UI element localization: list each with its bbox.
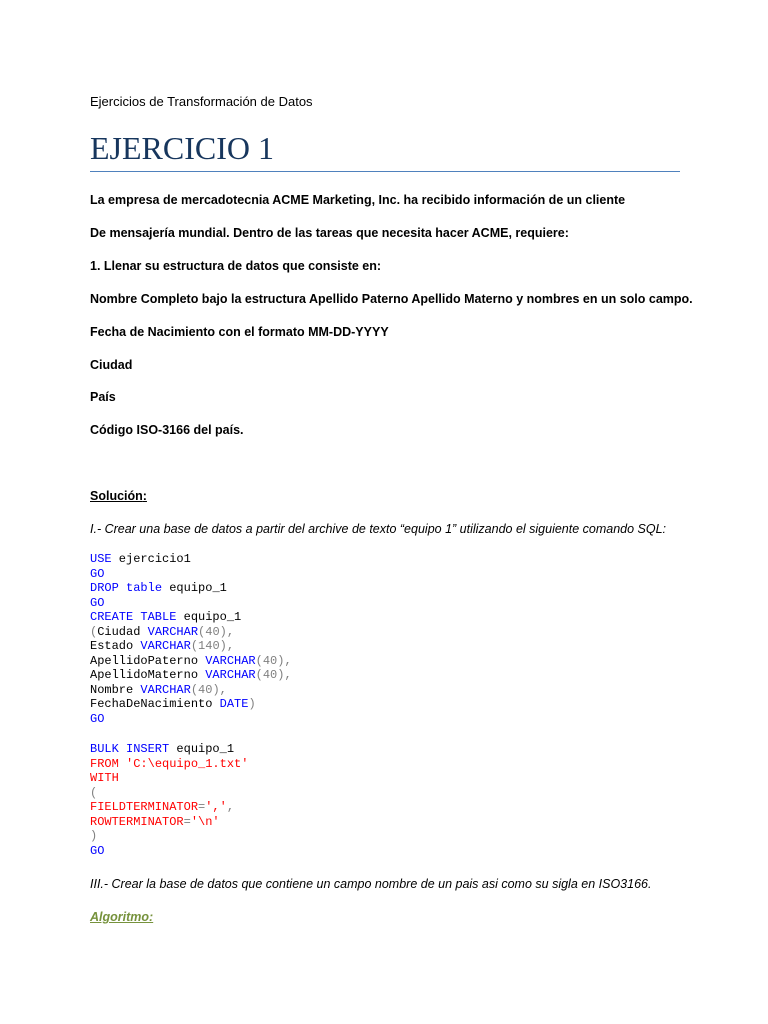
- solution-colon: :: [142, 489, 147, 503]
- code-field-eq: =: [198, 800, 206, 814]
- code-row-terminator: ROWTERMINATOR: [90, 814, 184, 829]
- paragraph-country: País: [90, 390, 116, 404]
- code-with: WITH: [90, 771, 119, 785]
- code-col1-name: Ciudad: [97, 624, 148, 639]
- paragraph-birth-date: Fecha de Nacimiento con el formato MM-DD-YYYY: [90, 325, 389, 339]
- code-comma: ,: [226, 800, 235, 814]
- paragraph-intro: La empresa de mercadotecnia ACME Marketing, Inc. ha recibido información de un cliente: [90, 193, 626, 207]
- paragraph-step-1: 1. Llenar su estructura de datos que consiste en:: [90, 259, 382, 273]
- paragraph-city: Ciudad: [90, 358, 133, 372]
- code-database-name: ejercicio1: [111, 552, 191, 566]
- code-file-path: 'C:\equipo_1.txt': [118, 756, 249, 771]
- code-col4-name: ApellidoMaterno: [90, 668, 206, 682]
- step-3-instruction: III.- Crear la base de datos que contiene un campo nombre de un pais asi como su sigla en ISO3166.: [90, 877, 652, 891]
- code-col3-type: VARCHAR: [205, 653, 256, 668]
- solution-heading: [90, 489, 147, 503]
- document-title: Ejercicios de Transformación de Datos: [90, 94, 313, 109]
- code-close-paren: ): [90, 829, 98, 843]
- code-col4-type: VARCHAR: [205, 668, 256, 682]
- code-close-paren: ): [248, 697, 256, 711]
- code-open-paren: (: [90, 624, 98, 639]
- code-col3-name: ApellidoPaterno: [90, 653, 206, 668]
- code-go: GO: [90, 711, 105, 726]
- code-use: USE: [90, 552, 112, 566]
- solution-label: Solución: [90, 489, 143, 503]
- code-bulk-insert: BULK INSERT: [90, 742, 170, 756]
- code-col2-type: VARCHAR: [140, 639, 191, 653]
- code-comma: ,: [284, 668, 292, 682]
- code-field-terminator: FIELDTERMINATOR: [90, 800, 199, 814]
- code-go: GO: [90, 595, 105, 610]
- code-go: GO: [90, 566, 105, 581]
- code-col5-len: (40): [190, 682, 220, 697]
- code-col4-len: (40): [255, 668, 285, 682]
- code-bulk-name: equipo_1: [169, 742, 235, 756]
- code-col5-name: Nombre: [90, 682, 141, 697]
- code-open-paren: (: [90, 785, 98, 800]
- code-col6-name: FechaDeNacimiento: [90, 697, 220, 711]
- code-comma: ,: [284, 653, 292, 668]
- paragraph-iso-code: Código ISO-3166 del país.: [90, 423, 244, 437]
- code-row-value: '\n': [190, 814, 220, 829]
- code-comma: ,: [226, 624, 235, 639]
- code-col2-len: (140): [190, 639, 227, 653]
- code-go: GO: [90, 843, 105, 858]
- code-drop-name: equipo_1: [162, 581, 227, 595]
- code-field-value: ',': [205, 800, 227, 814]
- step-1-instruction: I.- Crear una base de datos a partir del archive de texto “equipo 1” utilizando el siguiente comando SQL:: [90, 522, 667, 536]
- code-comma: ,: [226, 639, 235, 653]
- code-drop: DROP: [90, 581, 119, 595]
- code-create-name: equipo_1: [176, 610, 242, 624]
- code-col5-type: VARCHAR: [140, 682, 191, 697]
- sql-create-table-block: [90, 552, 292, 726]
- code-comma: ,: [219, 682, 227, 697]
- code-col2-name: Estado: [90, 639, 141, 653]
- algorithm-heading: Algoritmo:: [90, 910, 154, 924]
- code-row-eq: =: [183, 814, 191, 829]
- paragraph-full-name: Nombre Completo bajo la estructura Apellido Paterno Apellido Materno y nombres en un solo campo.: [90, 292, 693, 306]
- code-col1-type: VARCHAR: [147, 624, 199, 639]
- code-table: table: [118, 581, 163, 595]
- exercise-heading: EJERCICIO 1: [90, 130, 274, 166]
- code-col6-type: DATE: [219, 697, 249, 711]
- code-from: FROM: [90, 756, 119, 771]
- heading-underline: [90, 171, 680, 172]
- paragraph-requirements: De mensajería mundial. Dentro de las tareas que necesita hacer ACME, requiere:: [90, 226, 569, 240]
- code-col3-len: (40): [255, 653, 285, 668]
- code-create-table: CREATE TABLE: [90, 610, 177, 624]
- sql-bulk-insert-block: [90, 742, 248, 858]
- code-col1-len: (40): [198, 624, 227, 639]
